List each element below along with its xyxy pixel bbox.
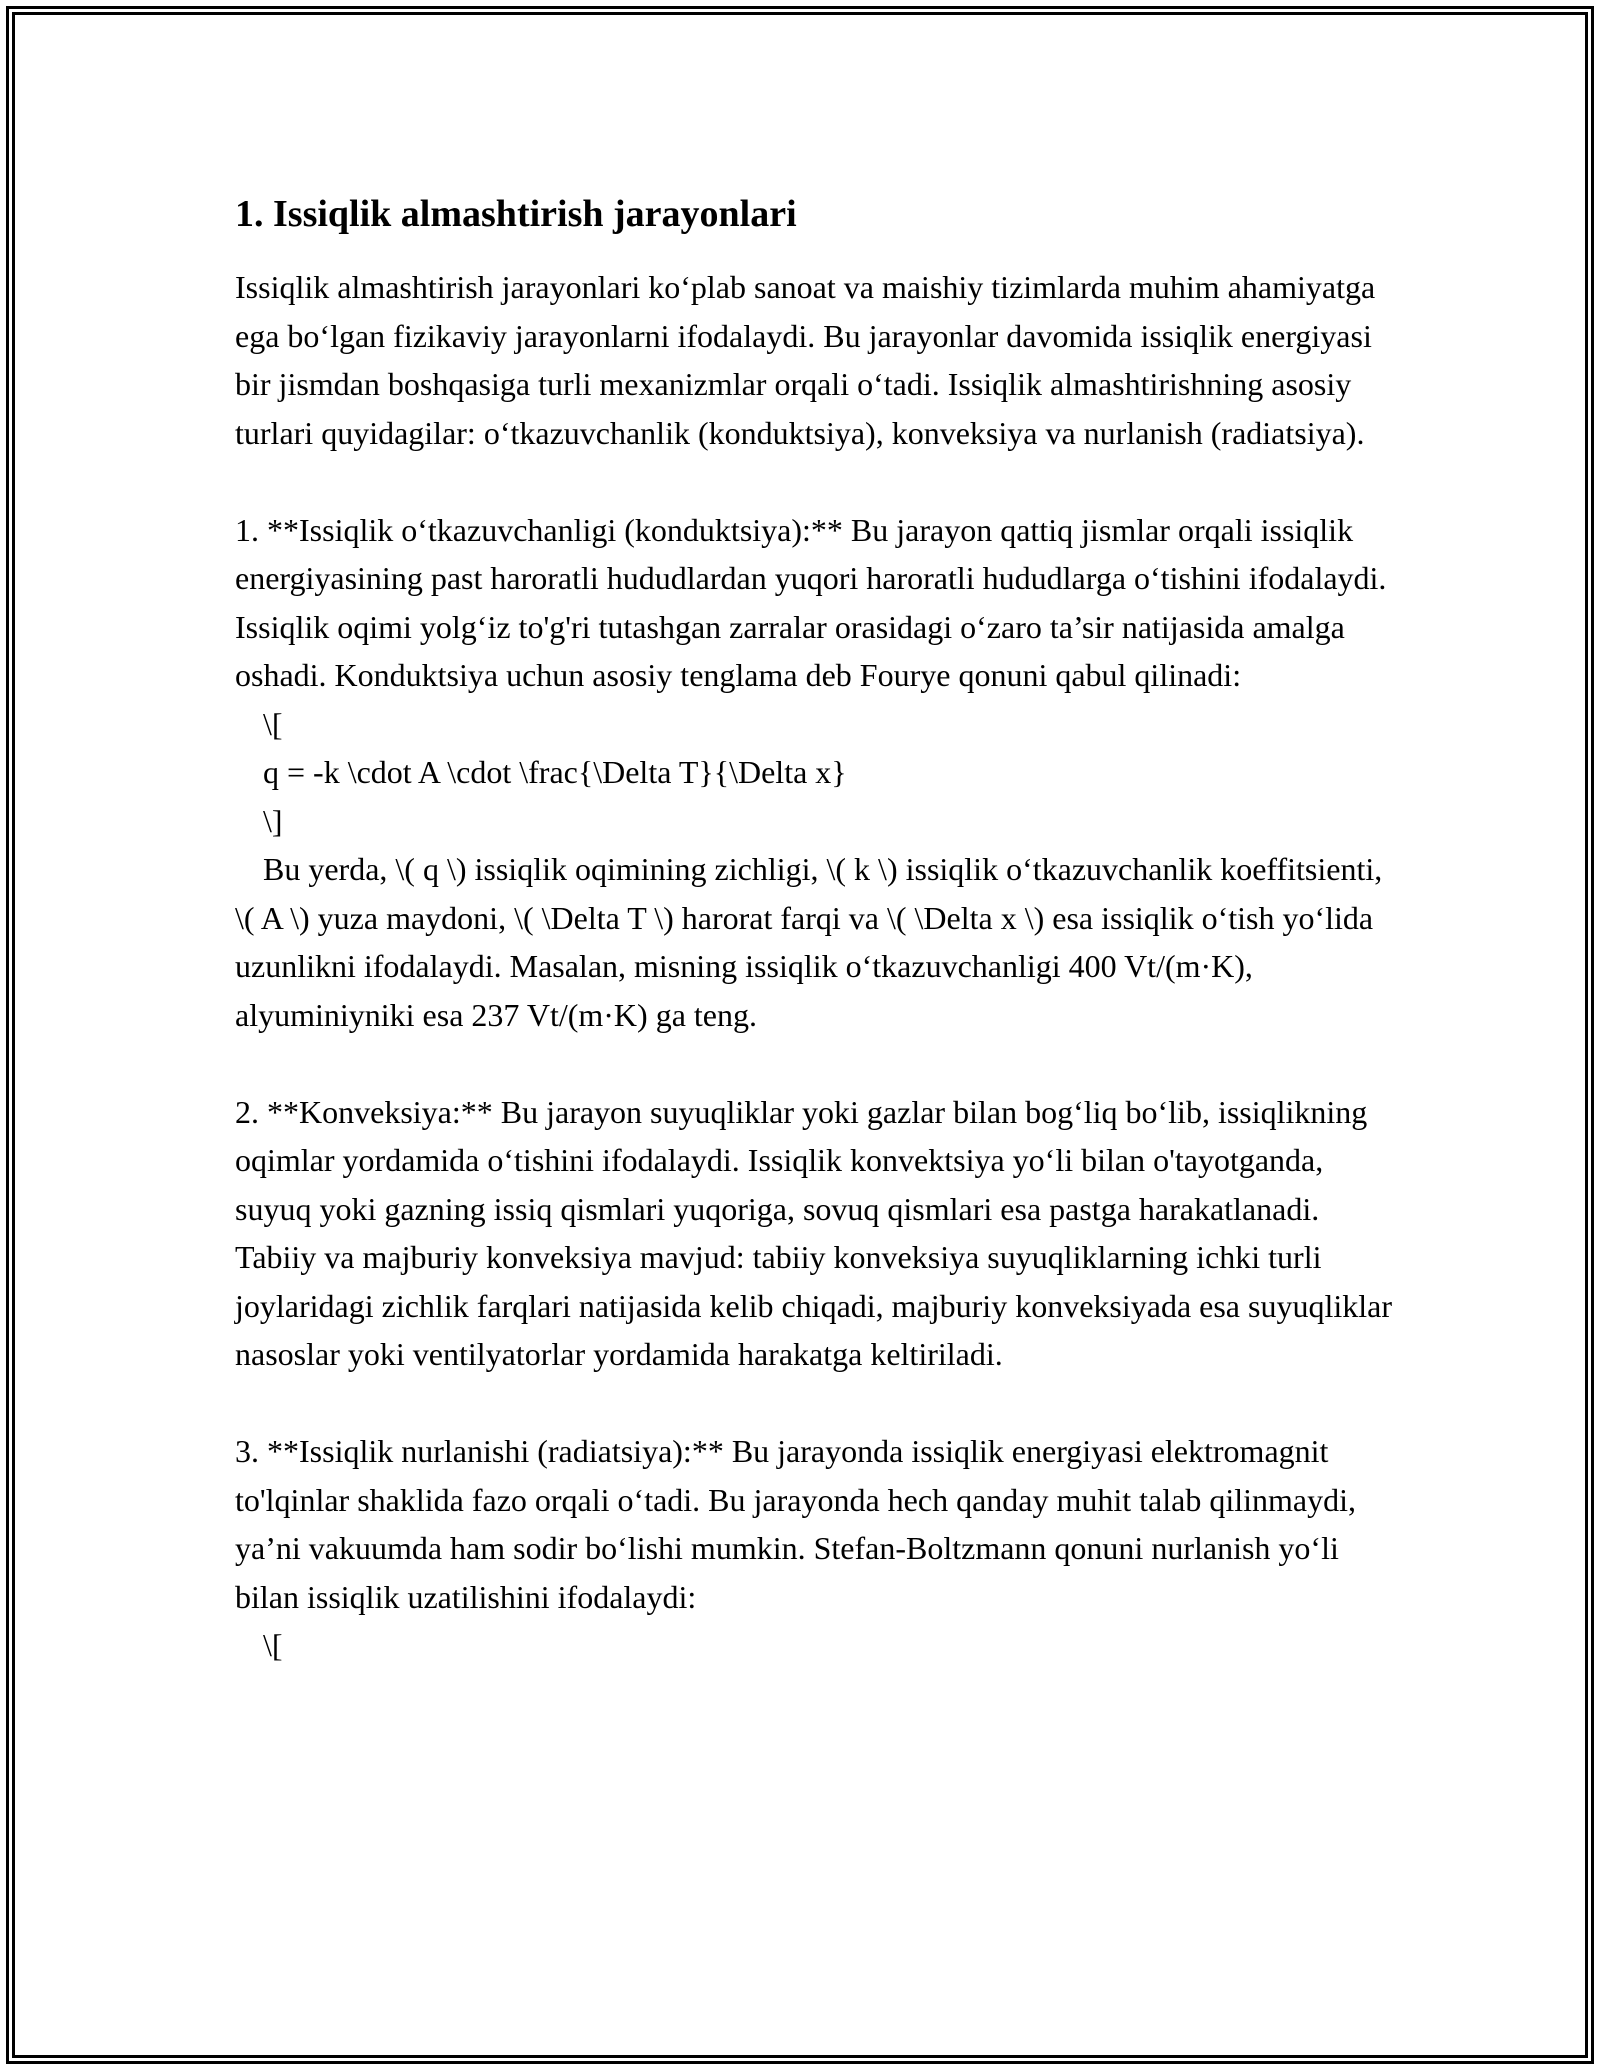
convection-paragraph: 2. **Konveksiya:** Bu jarayon suyuqliklar yoki gazlar bilan bog‘liq bo‘lib, issiqlikning oqimlar yordamida o‘tishini ifodalaydi. Issiqlik konvektsiya yo‘li bilan o'tayotganda, suyuq yoki gazning issiq qismlari yuqoriga, sovuq qismlari esa pastga harakatlanadi. Tabiiy va majburiy konveksiya mavjud: tabiiy konveksiya suyuqliklarning ichki turli joylaridagi zichlik farqlari natijasida kelib chiqadi, majburiy konveksiyada esa suyuqliklar nasoslar yoki ventilyatorlar yordamida harakatga keltiriladi. (235, 1093, 1392, 1372)
fourier-formula: q = -k \cdot A \cdot \frac{\Delta T}{\Delta x} (263, 754, 847, 790)
paragraph-gap (235, 1379, 1395, 1428)
paragraph-gap (235, 1039, 1395, 1088)
formula-open-delimiter: \[ (263, 1627, 283, 1663)
conduction-paragraph: 1. **Issiqlik o‘tkazuvchanligi (konduktsiya):** Bu jarayon qattiq jismlar orqali issiqlik energiyasining past haroratli hududlardan yuqori haroratli hududlarga o‘tishini ifodalaydi. Issiqlik oqimi yolg‘iz to'g'ri tutashgan zarralar orasidagi o‘zaro ta’sir natijasida amalga oshadi. Konduktsiya uchun asosiy tenglama deb Fourye qonuni qabul qilinadi: (235, 511, 1387, 693)
formula-close-delimiter: \] (263, 802, 283, 839)
paragraph-gap (235, 457, 1395, 506)
radiation-paragraph: 3. **Issiqlik nurlanishi (radiatsiya):** Bu jarayonda issiqlik energiyasi elektromagnit to'lqinlar shaklida fazo orqali o‘tadi. Bu jarayonda hech qanday muhit talab qilinmaydi, ya’ni vakuumda ham sodir bo‘lishi mumkin. Stefan-Boltzmann qonuni nurlanish yo‘li bilan issiqlik uzatilishini ifodalaydi: (235, 1433, 1356, 1615)
intro-paragraph: Issiqlik almashtirish jarayonlari ko‘plab sanoat va maishiy tizimlarda muhim ahamiyatga ega bo‘lgan fizikaviy jarayonlarni ifodalaydi. Bu jarayonlar davomida issiqlik energiyasi bir jismdan boshqasiga turli mexanizmlar orqali o‘tadi. Issiqlik almashtirishning asosiy turlari quyidagilar: o‘tkazuvchanlik (konduktsiya), konveksiya va nurlanish (radiatsiya). (235, 269, 1376, 451)
conduction-explanation: Bu yerda, \( q \) issiqlik oqimining zichligi, \( k \) issiqlik o‘tkazuvchanlik koeffitsienti, \( A \) yuza maydoni, \( \Delta T \) harorat farqi va \( \Delta x \) esa issiqlik o‘tish yo‘lida uzunlikni ifodalaydi. Masalan, misning issiqlik o‘tkazuvchanligi 400 Vt/(m·K), alyuminiyniki esa 237 Vt/(m·K) ga teng. (235, 851, 1383, 1033)
section-heading: 1. Issiqlik almashtirish jarayonlari (235, 193, 797, 235)
document-body (235, 185, 1395, 1670)
formula-open-delimiter: \[ (263, 705, 283, 742)
